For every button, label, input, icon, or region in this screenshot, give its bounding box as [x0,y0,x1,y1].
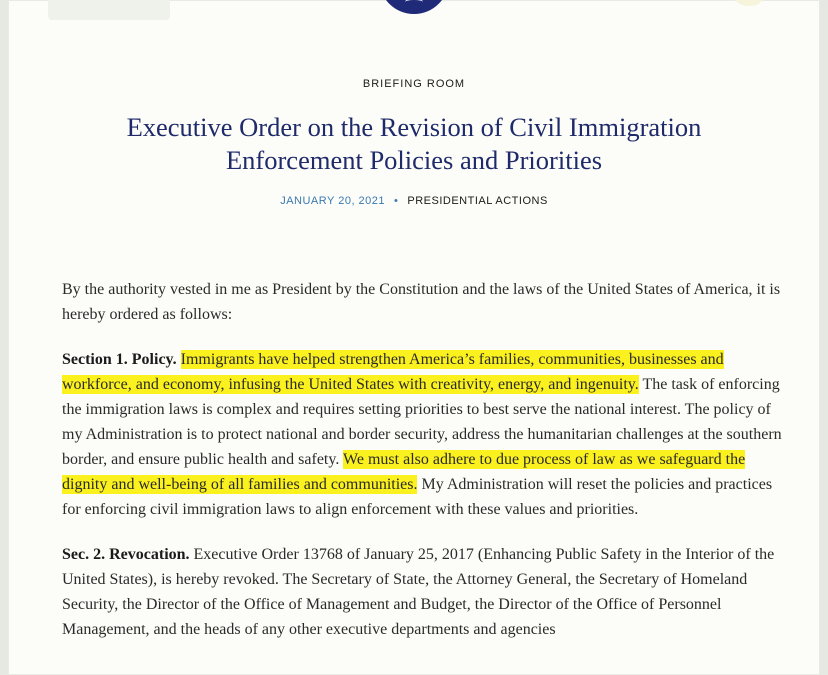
page-title [48,111,780,177]
seal-detail [405,0,423,6]
highlighted-text-2: We must also adhere to due process of law as we safeguard the dignity and well-being of all families and communities. [62,451,746,493]
meta-separator: • [394,195,399,207]
publish-date: JANUARY 20, 2021 [280,195,386,207]
intro-paragraph: By the authority vested in me as President by the Constitution and the laws of the United States of America, it is hereby ordered as follows: [62,281,781,323]
section-kicker[interactable]: BRIEFING ROOM [362,78,466,90]
section-1-text-2: My Administration will reset the policies and practices for enforcing civil immigration laws to align enforcement with these values and priorities. [62,476,773,518]
section-2-paragraph [62,542,782,642]
section-2-heading: Sec. 2. Revocation. [62,546,190,563]
title-line-2: Enforcement Policies and Priorities [225,145,603,175]
title-line-1: Executive Order on the Revision of Civil Immigration [126,112,702,142]
top-left-element [48,0,170,20]
seal-icon [379,0,449,14]
section-1-text-1: The task of enforcing the immigration laws is complex and requires setting priorities to best serve the national interest. The policy of my Administration is to protect national and border security, address the humanitarian challenges at the southern border, and ensure public health and safety. [62,376,782,468]
top-right-element [734,0,764,6]
section-1-heading: Section 1. Policy. [62,351,177,368]
article-body [62,277,782,662]
article-meta [8,195,820,207]
section-2-text: Executive Order 13768 of January 25, 2017 (Enhancing Public Safety in the Interior of the United States), is hereby revoked. The Secretary of State, the Attorney General, the Secretary of Homeland Security, the Director of the Office of Management and Budget, the Director of the Office of Personnel Management, and the heads of any other executive departments and agencies [62,546,775,638]
document-page [8,0,820,675]
highlighted-text-1: Immigrants have helped strengthen America’s families, communities, businesses and workforce, and economy, infusing the United States with creativity, energy, and ingenuity. [62,351,724,393]
section-1-paragraph [62,347,782,522]
category-link[interactable]: PRESIDENTIAL ACTIONS [407,195,548,207]
